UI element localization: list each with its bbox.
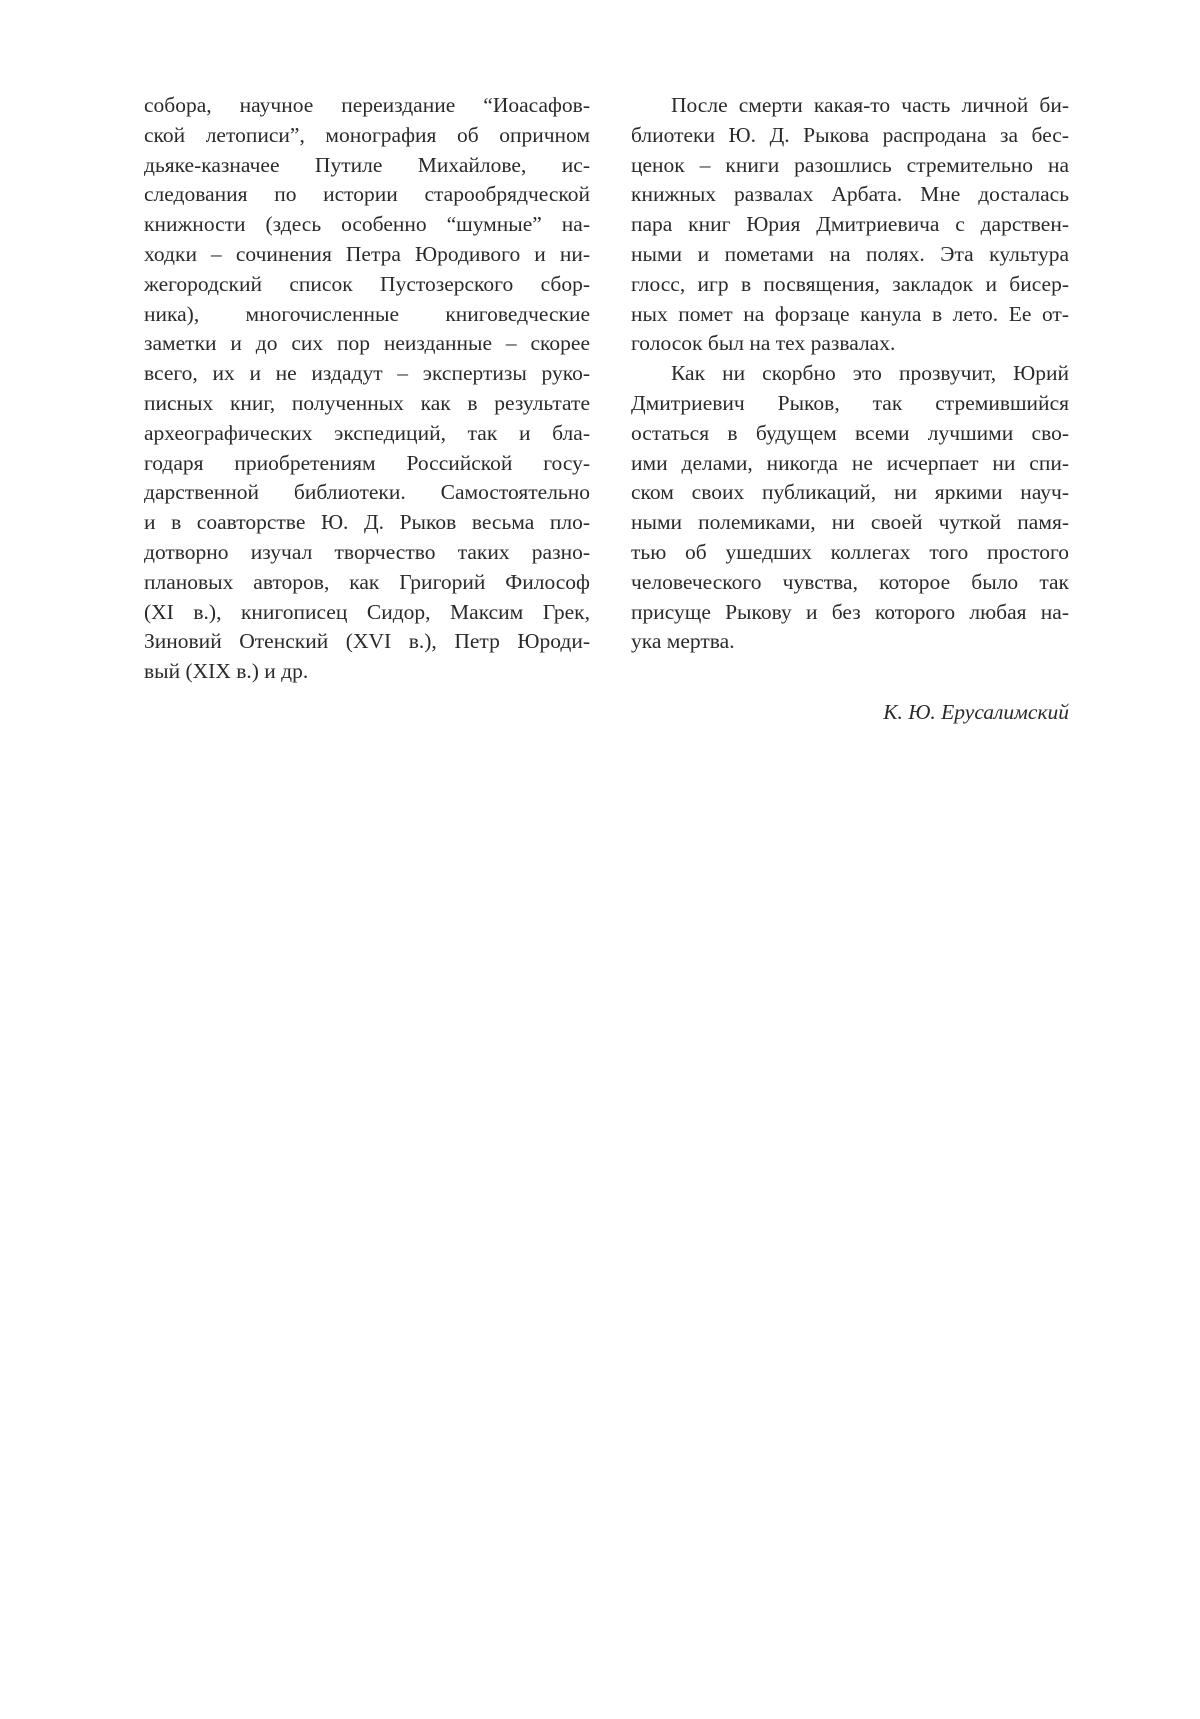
- text-line: заметки и до сих пор неизданные – скорее: [144, 329, 590, 359]
- text-line: ском своих публикаций, ни яркими науч-: [631, 478, 1069, 508]
- author-signature: К. Ю. Ерусалимский: [883, 698, 1069, 728]
- text-line: и в соавторстве Ю. Д. Рыков весьма пло-: [144, 508, 590, 538]
- text-line: пара книг Юрия Дмитриевича с дарствен-: [631, 210, 1069, 240]
- text-line: ука мертва.: [631, 627, 1069, 657]
- text-line: После смерти какая-то часть личной би-: [631, 91, 1069, 121]
- text-line: всего, их и не издадут – экспертизы руко-: [144, 359, 590, 389]
- text-line: собора, научное переиздание “Иоасафов-: [144, 91, 590, 121]
- text-line: глосс, игр в посвящения, закладок и бисер-: [631, 270, 1069, 300]
- text-line: писных книг, полученных как в результате: [144, 389, 590, 419]
- text-line: ных помет на форзаце канула в лето. Ее от-: [631, 300, 1069, 330]
- text-line: ценок – книги разошлись стремительно на: [631, 151, 1069, 181]
- text-line: тью об ушедших коллегах того простого: [631, 538, 1069, 568]
- text-line: Дмитриевич Рыков, так стремившийся: [631, 389, 1069, 419]
- text-line: дьяке-казначее Путиле Михайлове, ис-: [144, 151, 590, 181]
- text-line: ными и пометами на полях. Эта культура: [631, 240, 1069, 270]
- text-line: ходки – сочинения Петра Юродивого и ни-: [144, 240, 590, 270]
- right-column: [631, 91, 1069, 657]
- text-line: ными полемиками, ни своей чуткой памя-: [631, 508, 1069, 538]
- text-line: Зиновий Отенский (XVI в.), Петр Юроди-: [144, 627, 590, 657]
- text-line: книжности (здесь особенно “шумные” на-: [144, 210, 590, 240]
- text-line: археографических экспедиций, так и бла-: [144, 419, 590, 449]
- text-line: плановых авторов, как Григорий Философ: [144, 568, 590, 598]
- text-line: годаря приобретениям Российской госу-: [144, 449, 590, 479]
- text-line: присуще Рыкову и без которого любая на-: [631, 598, 1069, 628]
- text-line: ской летописи”, монография об опричном: [144, 121, 590, 151]
- text-line: голосок был на тех развалах.: [631, 329, 1069, 359]
- left-column: [144, 91, 590, 687]
- text-line: остаться в будущем всеми лучшими сво-: [631, 419, 1069, 449]
- text-line: вый (XIX в.) и др.: [144, 657, 590, 687]
- text-line: (XI в.), книгописец Сидор, Максим Грек,: [144, 598, 590, 628]
- text-line: ника), многочисленные книговедческие: [144, 300, 590, 330]
- text-line: человеческого чувства, которое было так: [631, 568, 1069, 598]
- text-line: дотворно изучал творчество таких разно-: [144, 538, 590, 568]
- text-line: следования по истории старообрядческой: [144, 180, 590, 210]
- text-line: книжных развалах Арбата. Мне досталась: [631, 180, 1069, 210]
- text-line: дарственной библиотеки. Самостоятельно: [144, 478, 590, 508]
- text-line: ими делами, никогда не исчерпает ни спи-: [631, 449, 1069, 479]
- text-line: Как ни скорбно это прозвучит, Юрий: [631, 359, 1069, 389]
- text-line: блиотеки Ю. Д. Рыкова распродана за бес-: [631, 121, 1069, 151]
- text-line: жегородский список Пустозерского сбор-: [144, 270, 590, 300]
